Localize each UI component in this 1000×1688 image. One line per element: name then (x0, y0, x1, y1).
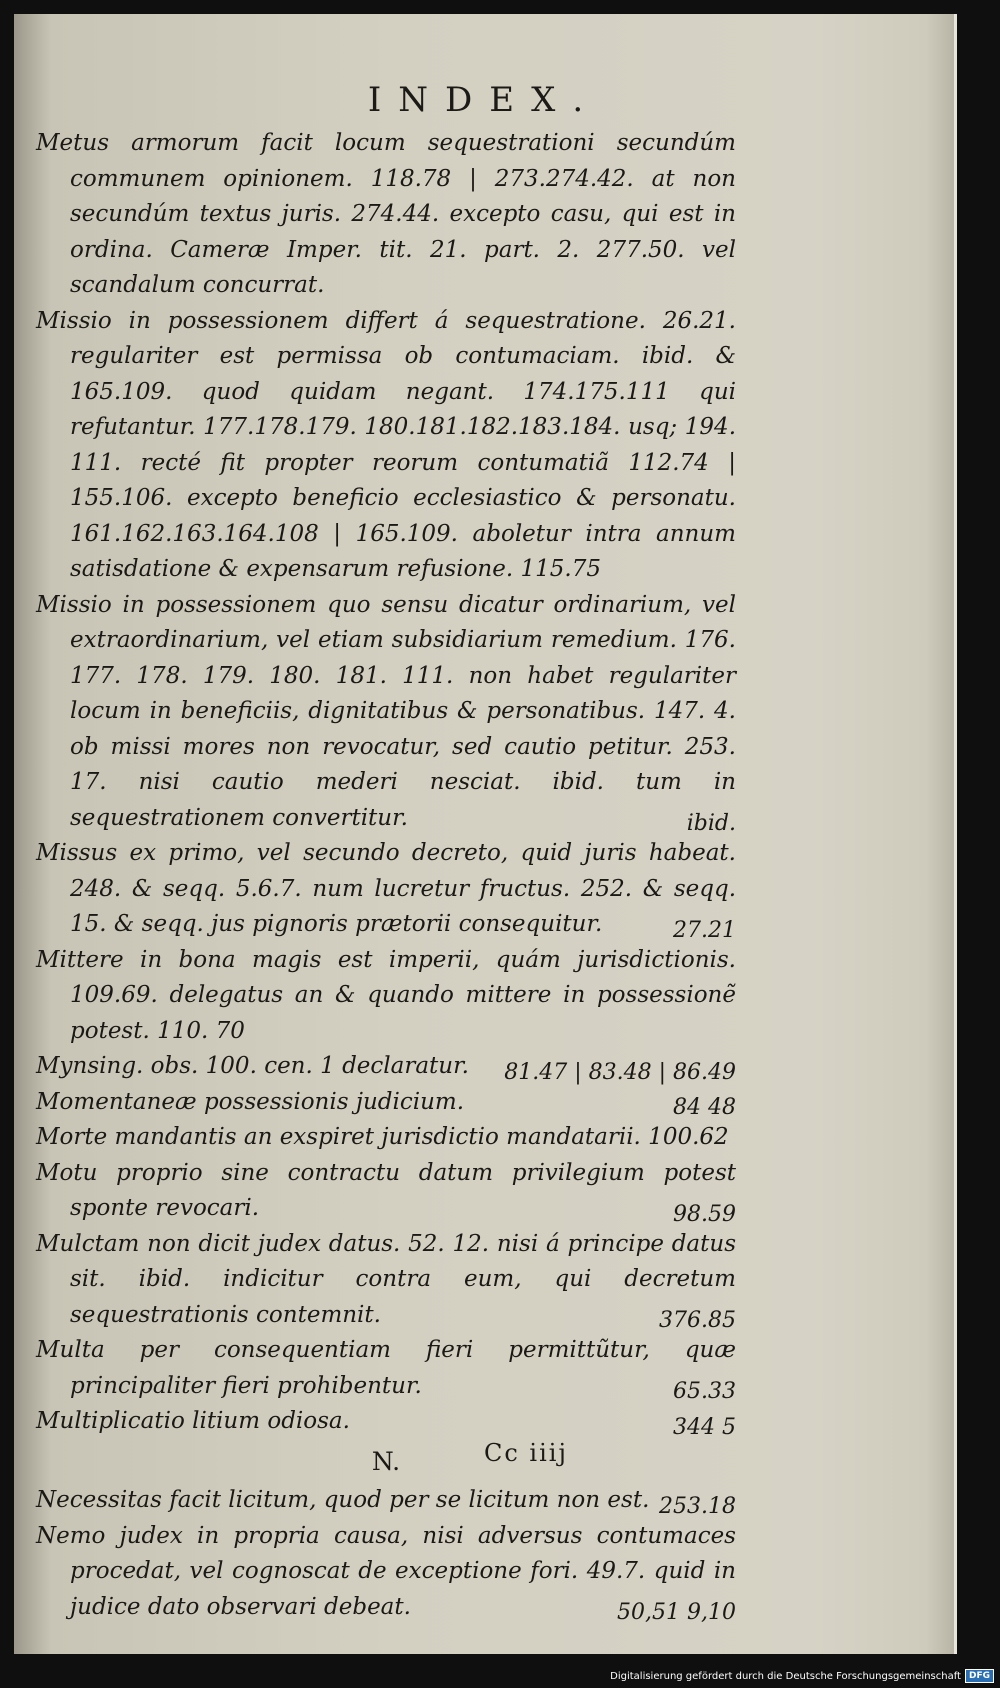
index-entry (36, 1085, 736, 1119)
entry-page-ref: 344 5 (673, 1414, 736, 1440)
entry-page-ref: 98.59 (673, 1201, 736, 1227)
signature-mark: Cc iiij (484, 1439, 568, 1467)
index-entry (36, 1120, 736, 1156)
entry-page-ref: 376.85 (659, 1308, 736, 1333)
entry-text: Motu proprio sine contractu datum privilegium potest sponte revocari. (36, 1159, 736, 1221)
entry-text: Missus ex primo, vel secundo decreto, quid juris habeat. 248. & seqq. 5.6.7. num lucretur fructus. 252. & seqq. 15. & seqq. jus pignoris prætorii consequitur. (36, 840, 736, 937)
index-entry (36, 1404, 736, 1438)
entry-text: Multa per consequentiam fieri permittũtur, quæ principaliter fieri prohibentur. (36, 1337, 736, 1399)
entry-page-ref: 27.21 (673, 917, 736, 943)
index-entry (36, 126, 736, 304)
entry-page-ref: 253.18 (659, 1493, 736, 1519)
entry-text: Metus armorum facit locum sequestrationi secundúm communem opinionem. 118.78 | 273.274.42. at non secundúm textus juris. 274.44. excepto casu, qui est in ordina. Cameræ Imper. tit. 21. part. 2. 277.50. vel scandalum concurrat. (36, 130, 736, 298)
index-entry (36, 943, 736, 1050)
entry-page-ref: ibid. (686, 811, 736, 836)
entry-text: Missio in possessionem differt á sequestratione. 26.21. regulariter est permissa ob contumaciam. ibid. & 165.109. quod quidam negant. 174.175.111 qui refutantur. 177.178.179. 180.181.182.183.184. usq; 194. 111. recté fit propter reorum contumatiã 112.74 | 155.106. excepto beneficio ecclesiastico & personatu. 161.162.163.164.108 | 165.109. aboletur intra annum satisdatione & expensarum refusione. 115.75 (36, 307, 736, 582)
dfg-logo-icon: DFG (965, 1669, 994, 1683)
index-entry (36, 836, 736, 941)
index-entry (36, 1333, 736, 1402)
entry-page-ref: 84 48 (673, 1095, 736, 1120)
entry-text: Momentaneæ possessionis judicium. (36, 1088, 465, 1115)
entry-text: Necessitas facit licitum, quod per se licitum non est. (36, 1487, 650, 1513)
index-entry (36, 588, 736, 835)
book-page (14, 14, 957, 1654)
entry-page-ref: 81.47 | 83.48 | 86.49 (504, 1059, 736, 1085)
index-entry (36, 304, 736, 588)
digitization-footer (610, 1669, 994, 1683)
index-entry (36, 1227, 736, 1332)
index-entry (36, 1156, 736, 1225)
entry-text: Missio in possessionem quo sensu dicatur ordinarium, vel extraordinarium, vel etiam subsidiarium remedium. 176. 177. 178. 179. 180. 181. 111. non habet regulariter locum in beneficiis, dignitatibus & personatibus. 147. 4. ob missi mores non revocatur, sed cautio petitur. 253. 17. nisi cautio mederi nesciat. ibid. tum in sequestrationem convertitur. (36, 591, 736, 831)
entry-text: Mittere in bona magis est imperii, quám jurisdictionis. 109.69. delegatus an & quando mittere in possessionẽ potest. 110. 70 (36, 946, 736, 1044)
entry-text: Morte mandantis an exspiret jurisdictio mandatarii. 100.62 (36, 1124, 729, 1150)
entry-text: Mulctam non dicit judex datus. 52. 12. nisi á principe datus sit. ibid. indicitur contra eum, qui decretum sequestrationis contemnit. (36, 1230, 736, 1328)
index-entries (36, 126, 736, 1625)
footer-text: Digitalisierung gefördert durch die Deutsche Forschungsgemeinschaft (610, 1670, 961, 1682)
entry-page-ref: 65.33 (673, 1379, 736, 1404)
entry-page-ref: 50,51 9,10 (617, 1600, 736, 1625)
entry-text: Mynsing. obs. 100. cen. 1 declaratur. (36, 1053, 469, 1079)
entry-text: Nemo judex in propria causa, nisi adversus contumaces procedat, vel cognoscat de exceptione fori. 49.7. quid in judice dato observari debeat. (36, 1522, 736, 1620)
index-entry (36, 1483, 736, 1517)
index-entry (36, 1519, 736, 1624)
index-entry (36, 1049, 736, 1083)
entry-text: Multiplicatio litium odiosa. (36, 1408, 350, 1434)
section-letter: N. (371, 1446, 401, 1476)
page-title: INDEX. (367, 80, 601, 120)
